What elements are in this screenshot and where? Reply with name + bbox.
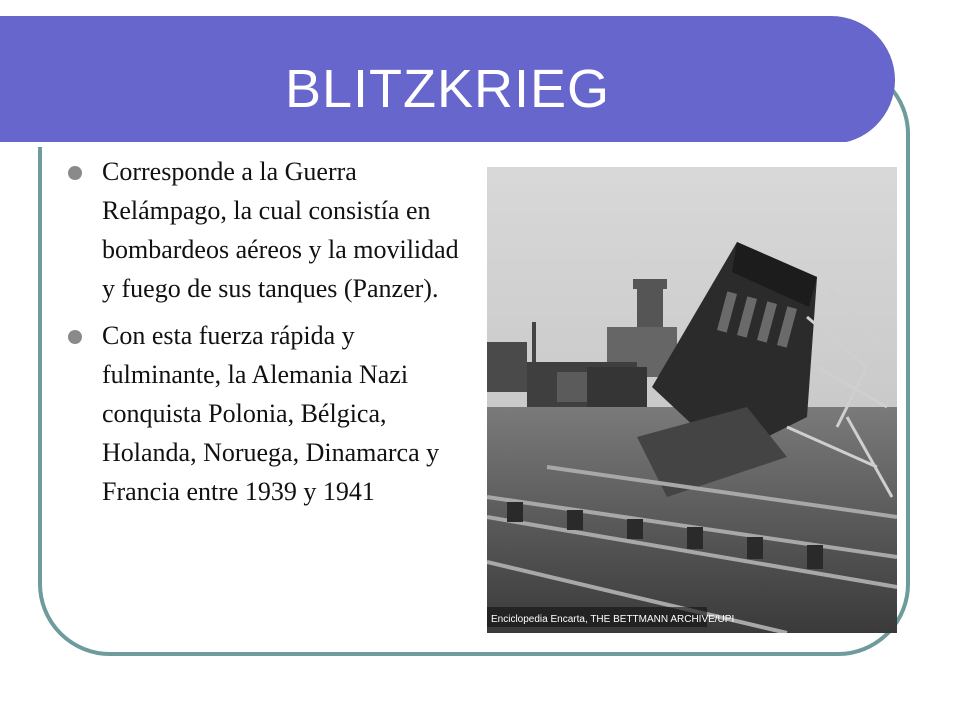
slide-title: BLITZKRIEG — [284, 59, 611, 119]
bullet-item — [64, 152, 464, 308]
train-wreck-photo — [487, 167, 897, 633]
bullet-list — [64, 152, 464, 519]
photo-credit: Enciclopedia Encarta, THE BETTMANN ARCHIVE/UPI — [491, 614, 735, 625]
bullet-text: Corresponde a la Guerra Relámpago, la cual consistía en bombardeos aéreos y la movilidad y fuego de sus tanques (Panzer). — [102, 157, 459, 303]
title-underline — [0, 142, 848, 147]
bullet-dot-icon — [68, 166, 82, 180]
title-bar — [0, 16, 895, 144]
bullet-item — [64, 316, 464, 511]
bullet-text: Con esta fuerza rápida y fulminante, la Alemania Nazi conquista Polonia, Bélgica, Holanda, Noruega, Dinamarca y Francia entre 1939 y 1941 — [102, 321, 440, 506]
bullet-dot-icon — [68, 330, 82, 344]
